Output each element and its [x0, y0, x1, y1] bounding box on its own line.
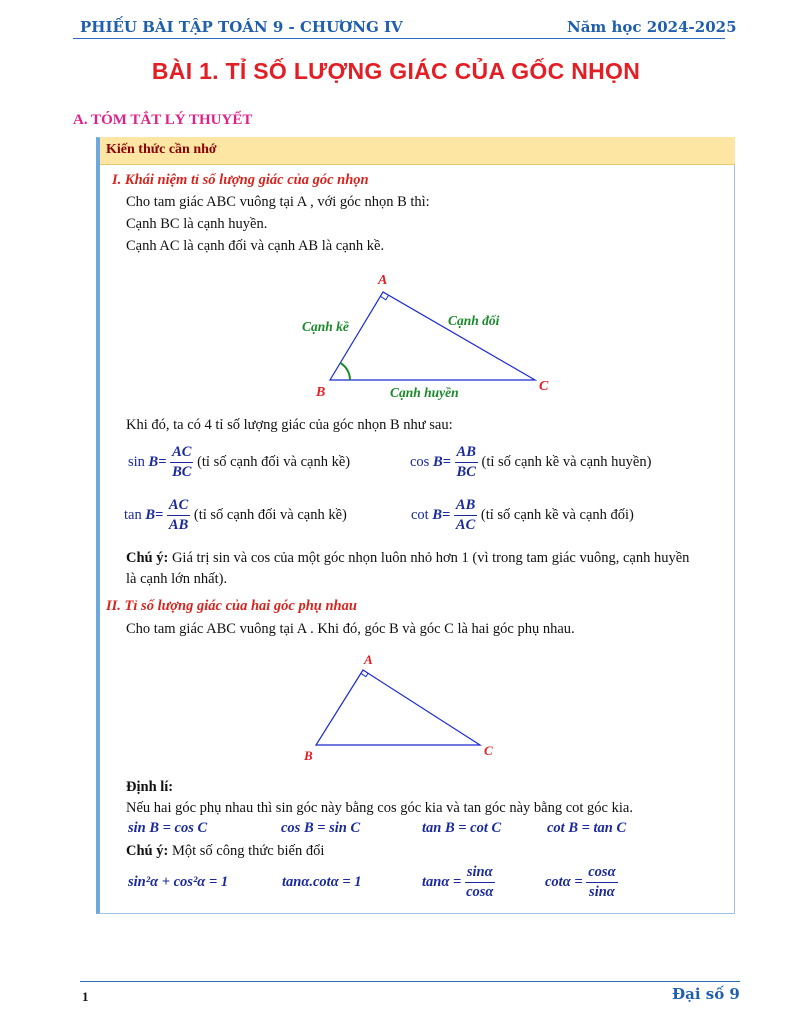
- transform-1: sin²α + cos²α = 1: [128, 874, 229, 890]
- triangle-abc-1: [330, 292, 535, 380]
- formula-sin: sin B= $\frac{AC}{BC}$ (tỉ số cạnh đối và cạnh kề): [128, 444, 351, 480]
- label-c-2: C: [484, 743, 493, 758]
- formula-sin-var: B: [148, 453, 159, 470]
- right-angle-mark-1: [380, 296, 388, 300]
- formula-tan-num: AC: [167, 496, 190, 516]
- identity-4: cot B = tan C: [547, 820, 627, 836]
- header-left: PHIẾU BÀI TẬP TOÁN 9 - CHƯƠNG IV: [80, 18, 403, 36]
- label-adjacent: Cạnh kề: [302, 319, 349, 334]
- identity-3: tan B = cot C: [422, 820, 502, 836]
- transform-2: tanα.cotα = 1: [282, 874, 362, 890]
- triangle-abc-2: [316, 670, 480, 745]
- transform-3-den: cosα: [466, 884, 494, 900]
- part1-note: [126, 548, 732, 568]
- label-a-2: A: [364, 652, 373, 667]
- identity-1: sin B = cos C: [128, 820, 208, 836]
- formula-sin-note: (tỉ số cạnh đối và cạnh kề): [197, 453, 351, 470]
- formula-cot-num: AB: [454, 496, 477, 516]
- label-hypotenuse: Cạnh huyền: [390, 385, 459, 400]
- formula-cot-note: (tỉ số cạnh kề và cạnh đối): [480, 506, 634, 523]
- transform-3: [422, 863, 495, 902]
- triangle-figure-1: [290, 262, 570, 407]
- page-title: BÀI 1. TỈ SỐ LƯỢNG GIÁC CỦA GỐC NHỌN: [151, 58, 641, 84]
- formula-cos-num: AB: [455, 443, 478, 463]
- footer-right: Đại số 9: [672, 985, 740, 1003]
- angle-b-arc: [340, 363, 350, 380]
- transform-3-lhs: tanα =: [422, 873, 462, 890]
- formula-cos-den: BC: [456, 464, 476, 480]
- right-angle-mark-2: [361, 673, 368, 677]
- part1-intro: Khi đó, ta có 4 tỉ số lượng giác của góc nhọn B như sau:: [126, 417, 453, 433]
- triangle-figure-2: [296, 648, 511, 768]
- formula-tan: tan B= $\frac{AC}{AB}$ (tỉ số cạnh đối và cạnh kề): [124, 497, 347, 533]
- part1-note-line2: là cạnh lớn nhất).: [126, 571, 228, 587]
- part1-note-label: Chú ý:: [126, 550, 169, 566]
- part2-note-label: Chú ý:: [126, 843, 169, 859]
- formula-tan-note: (tỉ số cạnh đối và cạnh kề): [193, 506, 347, 523]
- label-c-1: C: [539, 379, 549, 394]
- formula-sin-num: AC: [170, 443, 193, 463]
- formula-tan-var: B: [145, 506, 156, 523]
- theory-box-header: [100, 137, 735, 165]
- part2-note-text: Một số công thức biến đổi: [171, 843, 325, 859]
- formula-cot-var: B: [432, 506, 443, 523]
- formula-cos-fn: cos: [410, 453, 430, 470]
- header-divider: [73, 38, 725, 39]
- theorem-label: Định lí:: [126, 779, 174, 795]
- part2-line1: Cho tam giác ABC vuông tại A . Khi đó, góc B và góc C là hai góc phụ nhau.: [126, 621, 575, 637]
- formula-sin-den: BC: [172, 464, 192, 480]
- formula-tan-den: AB: [168, 517, 189, 533]
- page-number: 1: [82, 989, 89, 1004]
- transform-4: [545, 863, 618, 902]
- transform-4-lhs: cotα =: [545, 873, 583, 890]
- part1-line1: Cho tam giác ABC vuông tại A , với góc nhọn B thì:: [126, 194, 430, 210]
- label-opposite: Cạnh đối: [448, 313, 500, 328]
- transform-4-den: sinα: [589, 884, 615, 900]
- theory-box-title: Kiến thức cần nhớ: [106, 142, 217, 157]
- transform-4-num: cosα: [586, 863, 617, 883]
- part2-heading: II. Tỉ số lượng giác của hai góc phụ nhau: [106, 598, 357, 614]
- formula-sin-fn: sin: [128, 453, 145, 470]
- formula-cot-den: AC: [455, 517, 476, 533]
- formula-cot: cot B= $\frac{AB}{AC}$ (tỉ số cạnh kề và cạnh đối): [411, 497, 634, 533]
- part1-heading: I. Khái niệm tỉ số lượng giác của góc nhọn: [112, 172, 369, 188]
- transform-3-num: sinα: [465, 863, 495, 883]
- label-a-1: A: [378, 273, 388, 288]
- part1-note-line1: Giá trị sin và cos của một góc nhọn luôn nhỏ hơn 1 (vì trong tam giác vuông, cạnh huyền: [171, 550, 690, 566]
- label-b-2: B: [304, 748, 313, 763]
- label-b-1: B: [316, 385, 326, 400]
- formula-cos-note: (tỉ số cạnh kề và cạnh huyền): [481, 453, 652, 470]
- part1-line2: Cạnh BC là cạnh huyền.: [126, 216, 268, 232]
- section-a-heading: A. TÓM TẮT LÝ THUYẾT: [73, 112, 253, 128]
- header-right: Năm học 2024-2025: [567, 18, 737, 36]
- formula-cot-fn: cot: [411, 506, 429, 523]
- identity-2: cos B = sin C: [281, 820, 361, 836]
- part1-line3: Cạnh AC là cạnh đối và cạnh AB là cạnh kề.: [126, 238, 385, 254]
- formula-cos-var: B: [432, 453, 443, 470]
- formula-cos: cos B= $\frac{AB}{BC}$ (tỉ số cạnh kề và cạnh huyền): [410, 444, 652, 480]
- part2-note: [126, 841, 324, 861]
- formula-tan-fn: tan: [124, 506, 142, 523]
- footer-divider: [80, 981, 740, 982]
- theorem-text: Nếu hai góc phụ nhau thì sin góc này bằng cos góc kia và tan góc này bằng cot góc kia.: [126, 800, 633, 816]
